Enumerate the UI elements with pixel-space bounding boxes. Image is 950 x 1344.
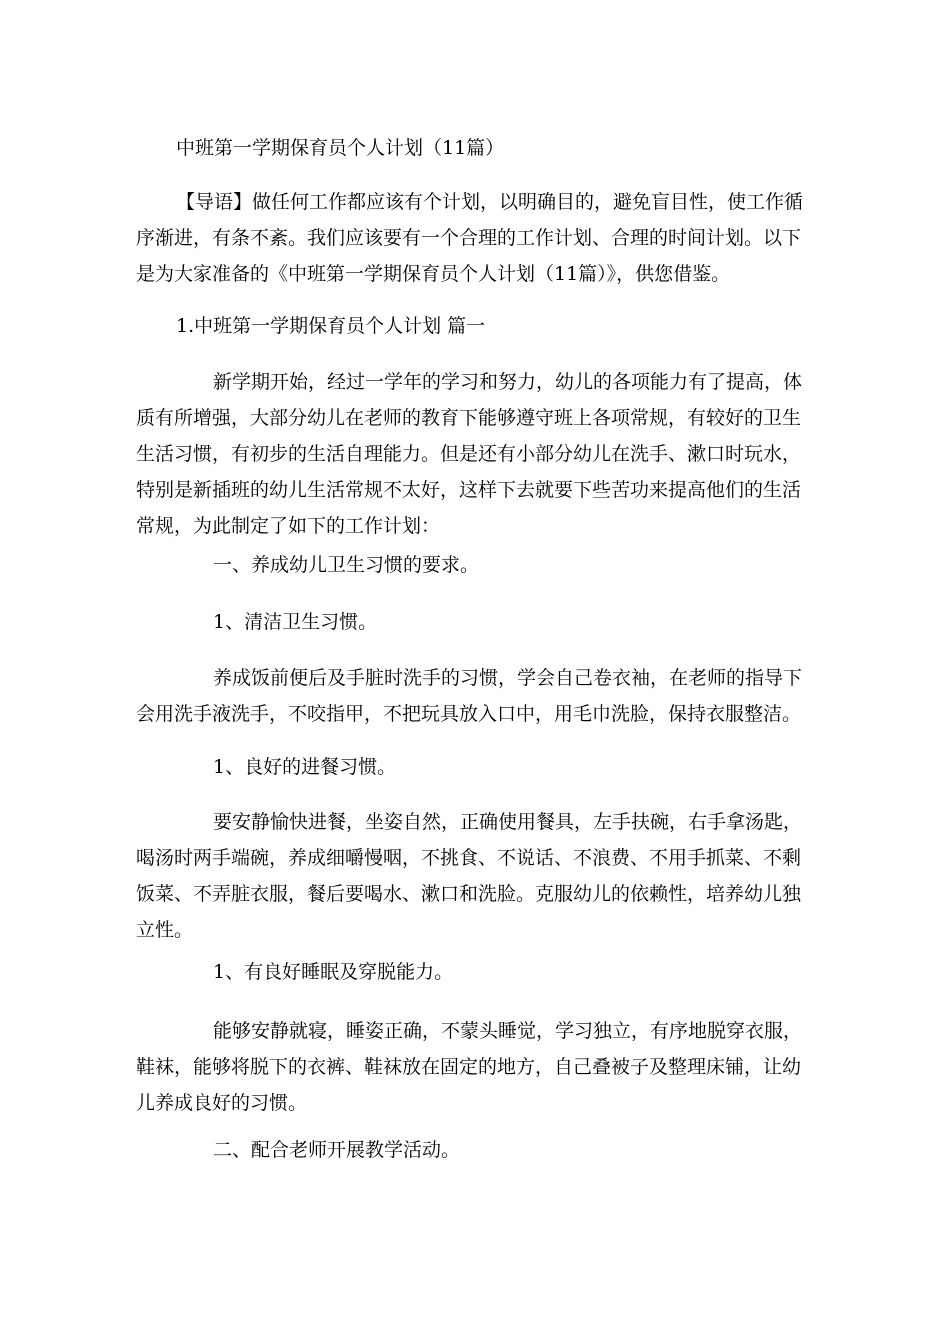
intro-line: 序渐进，有条不紊。我们应该要有一个合理的工作计划、合理的时间计划。以下 <box>136 227 802 249</box>
paragraph-line: 新学期开始，经过一学年的学习和努力，幼儿的各项能力有了提高，体 <box>213 371 803 393</box>
paragraph-2 <box>136 660 803 732</box>
subheading-3: 1、有良好睡眠及穿脱能力。 <box>213 961 454 983</box>
paragraph-line: 生活习惯，有初步的生活自理能力。但是还有小部分幼儿在洗手、漱口时玩水， <box>136 443 802 465</box>
paragraph-3 <box>136 804 803 948</box>
paragraph-line: 会用洗手液洗手，不咬指甲，不把玩具放入口中，用毛巾洗脸，保持衣服整洁。 <box>136 703 802 725</box>
paragraph-line: 鞋袜，能够将脱下的衣裤、鞋袜放在固定的地方，自己叠被子及整理床铺，让幼 <box>136 1056 802 1078</box>
paragraph-line: 能够安静就寝，睡姿正确，不蒙头睡觉，学习独立，有序地脱穿衣服， <box>213 1020 803 1042</box>
paragraph-line: 常规，为此制定了如下的工作计划： <box>136 515 441 537</box>
paragraph-line: 特别是新插班的幼儿生活常规不太好，这样下去就要下些苦功来提高他们的生活 <box>136 479 802 501</box>
paragraph-line: 饭菜、不弄脏衣服，餐后要喝水、漱口和洗脸。克服幼儿的依赖性，培养幼儿独 <box>136 883 802 905</box>
intro-line: 是为大家准备的《中班第一学期保育员个人计划（11篇）》，供您借鉴。 <box>136 263 731 285</box>
paragraph-line: 要安静愉快进餐，坐姿自然，正确使用餐具，左手扶碗，右手拿汤匙， <box>213 811 803 833</box>
heading-a: 一、养成幼儿卫生习惯的要求。 <box>213 554 480 576</box>
paragraph-line: 立性。 <box>136 919 194 941</box>
paragraph-line: 质有所增强，大部分幼儿在老师的教育下能够遵守班上各项常规，有较好的卫生 <box>136 407 802 429</box>
intro-paragraph <box>136 184 804 292</box>
paragraph-4 <box>136 1013 803 1121</box>
paragraph-line: 儿养成良好的习惯。 <box>136 1092 308 1114</box>
document-title: 中班第一学期保育员个人计划（11篇） <box>176 137 505 159</box>
subheading-1: 1、清洁卫生习惯。 <box>213 611 378 633</box>
subheading-2: 1、良好的进餐习惯。 <box>213 756 397 778</box>
paragraph-line: 喝汤时两手端碗，养成细嚼慢咽，不挑食、不说话、不浪费、不用手抓菜、不剩 <box>136 847 802 869</box>
paragraph-1 <box>136 364 803 544</box>
intro-line: 【导语】做任何工作都应该有个计划，以明确目的，避免盲目性，使工作循 <box>176 191 804 213</box>
paragraph-line: 养成饭前便后及手脏时洗手的习惯，学会自己卷衣袖，在老师的指导下 <box>213 667 803 689</box>
heading-b: 二、配合老师开展教学活动。 <box>213 1139 461 1161</box>
section-heading-1: 1.中班第一学期保育员个人计划 篇一 <box>176 315 486 337</box>
